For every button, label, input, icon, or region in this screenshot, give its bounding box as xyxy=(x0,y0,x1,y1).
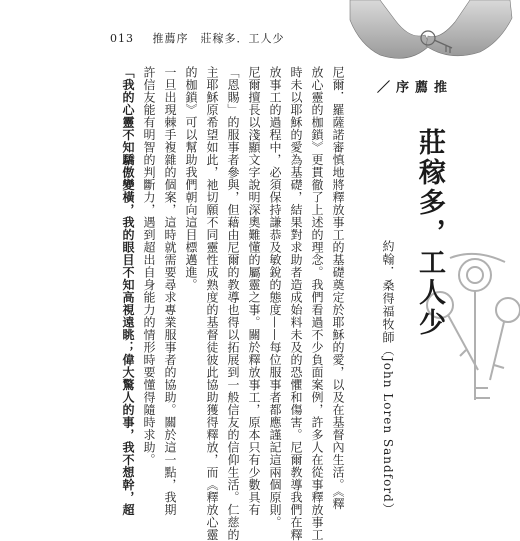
running-title: 推薦序 莊稼多．工人少 xyxy=(152,32,285,45)
page-number: 013 xyxy=(110,32,134,45)
text-column: 主耶穌原希望如此，祂切願不同靈性成熟度的基督徒彼此協助獲得釋放，而《釋放心靈 xyxy=(205,66,219,541)
author-line: 約翰．桑得福牧師（John Loren Sandford） xyxy=(381,240,395,516)
text-column: 尼爾．羅薩諾審慎地將釋放事工的基礎奠定於耶穌的愛，以及在基督內生活。《釋 xyxy=(331,66,345,510)
chapter-title: 莊稼多，工人少 xyxy=(414,128,445,338)
text-column: 尼爾擅長以淺顯文字說明深奧難懂的屬靈之事。關於釋放事工，原本只有少數具有 xyxy=(247,66,261,516)
text-column: 一旦出現棘手複雜的個案，這時就需要尋求專業服事者的協助。關於這一點，我期 xyxy=(163,66,177,516)
text-column: 放事工的過程中，必須保持謙恭及敏銳的態度——每位服事者都應謹記這兩個原則。 xyxy=(268,66,282,529)
section-label: 推薦序／ xyxy=(374,80,446,94)
quote-column: 「我的心靈不知驕傲變橫，我的眼目不知高視遠眺；偉大驚人的事，我不想幹，超 xyxy=(121,66,135,516)
text-column: 許信友能有明智的判斷力，遇到超出自身能力的情形時要懂得隨時求助。 xyxy=(142,66,156,466)
page-header xyxy=(110,30,285,46)
hands-illustration xyxy=(340,0,520,70)
text-column: 放心靈的枷鎖》更貫徹了上述的理念。我們看過不少負面案例，許多人在從事釋放事工 xyxy=(310,66,324,541)
text-column: 時未以耶穌的愛為基礎，結果對求助者造成始料未及的恐懼和傷害。尼爾教導我們在釋 xyxy=(289,66,303,541)
text-column: 的枷鎖》可以幫助我們朝向這目標邁進。 xyxy=(184,66,198,291)
text-column: 「恩賜」的服事者參與，但藉由尼爾的教導也得以拓展到一般信友的信仰生活。仁慈的 xyxy=(226,66,240,541)
